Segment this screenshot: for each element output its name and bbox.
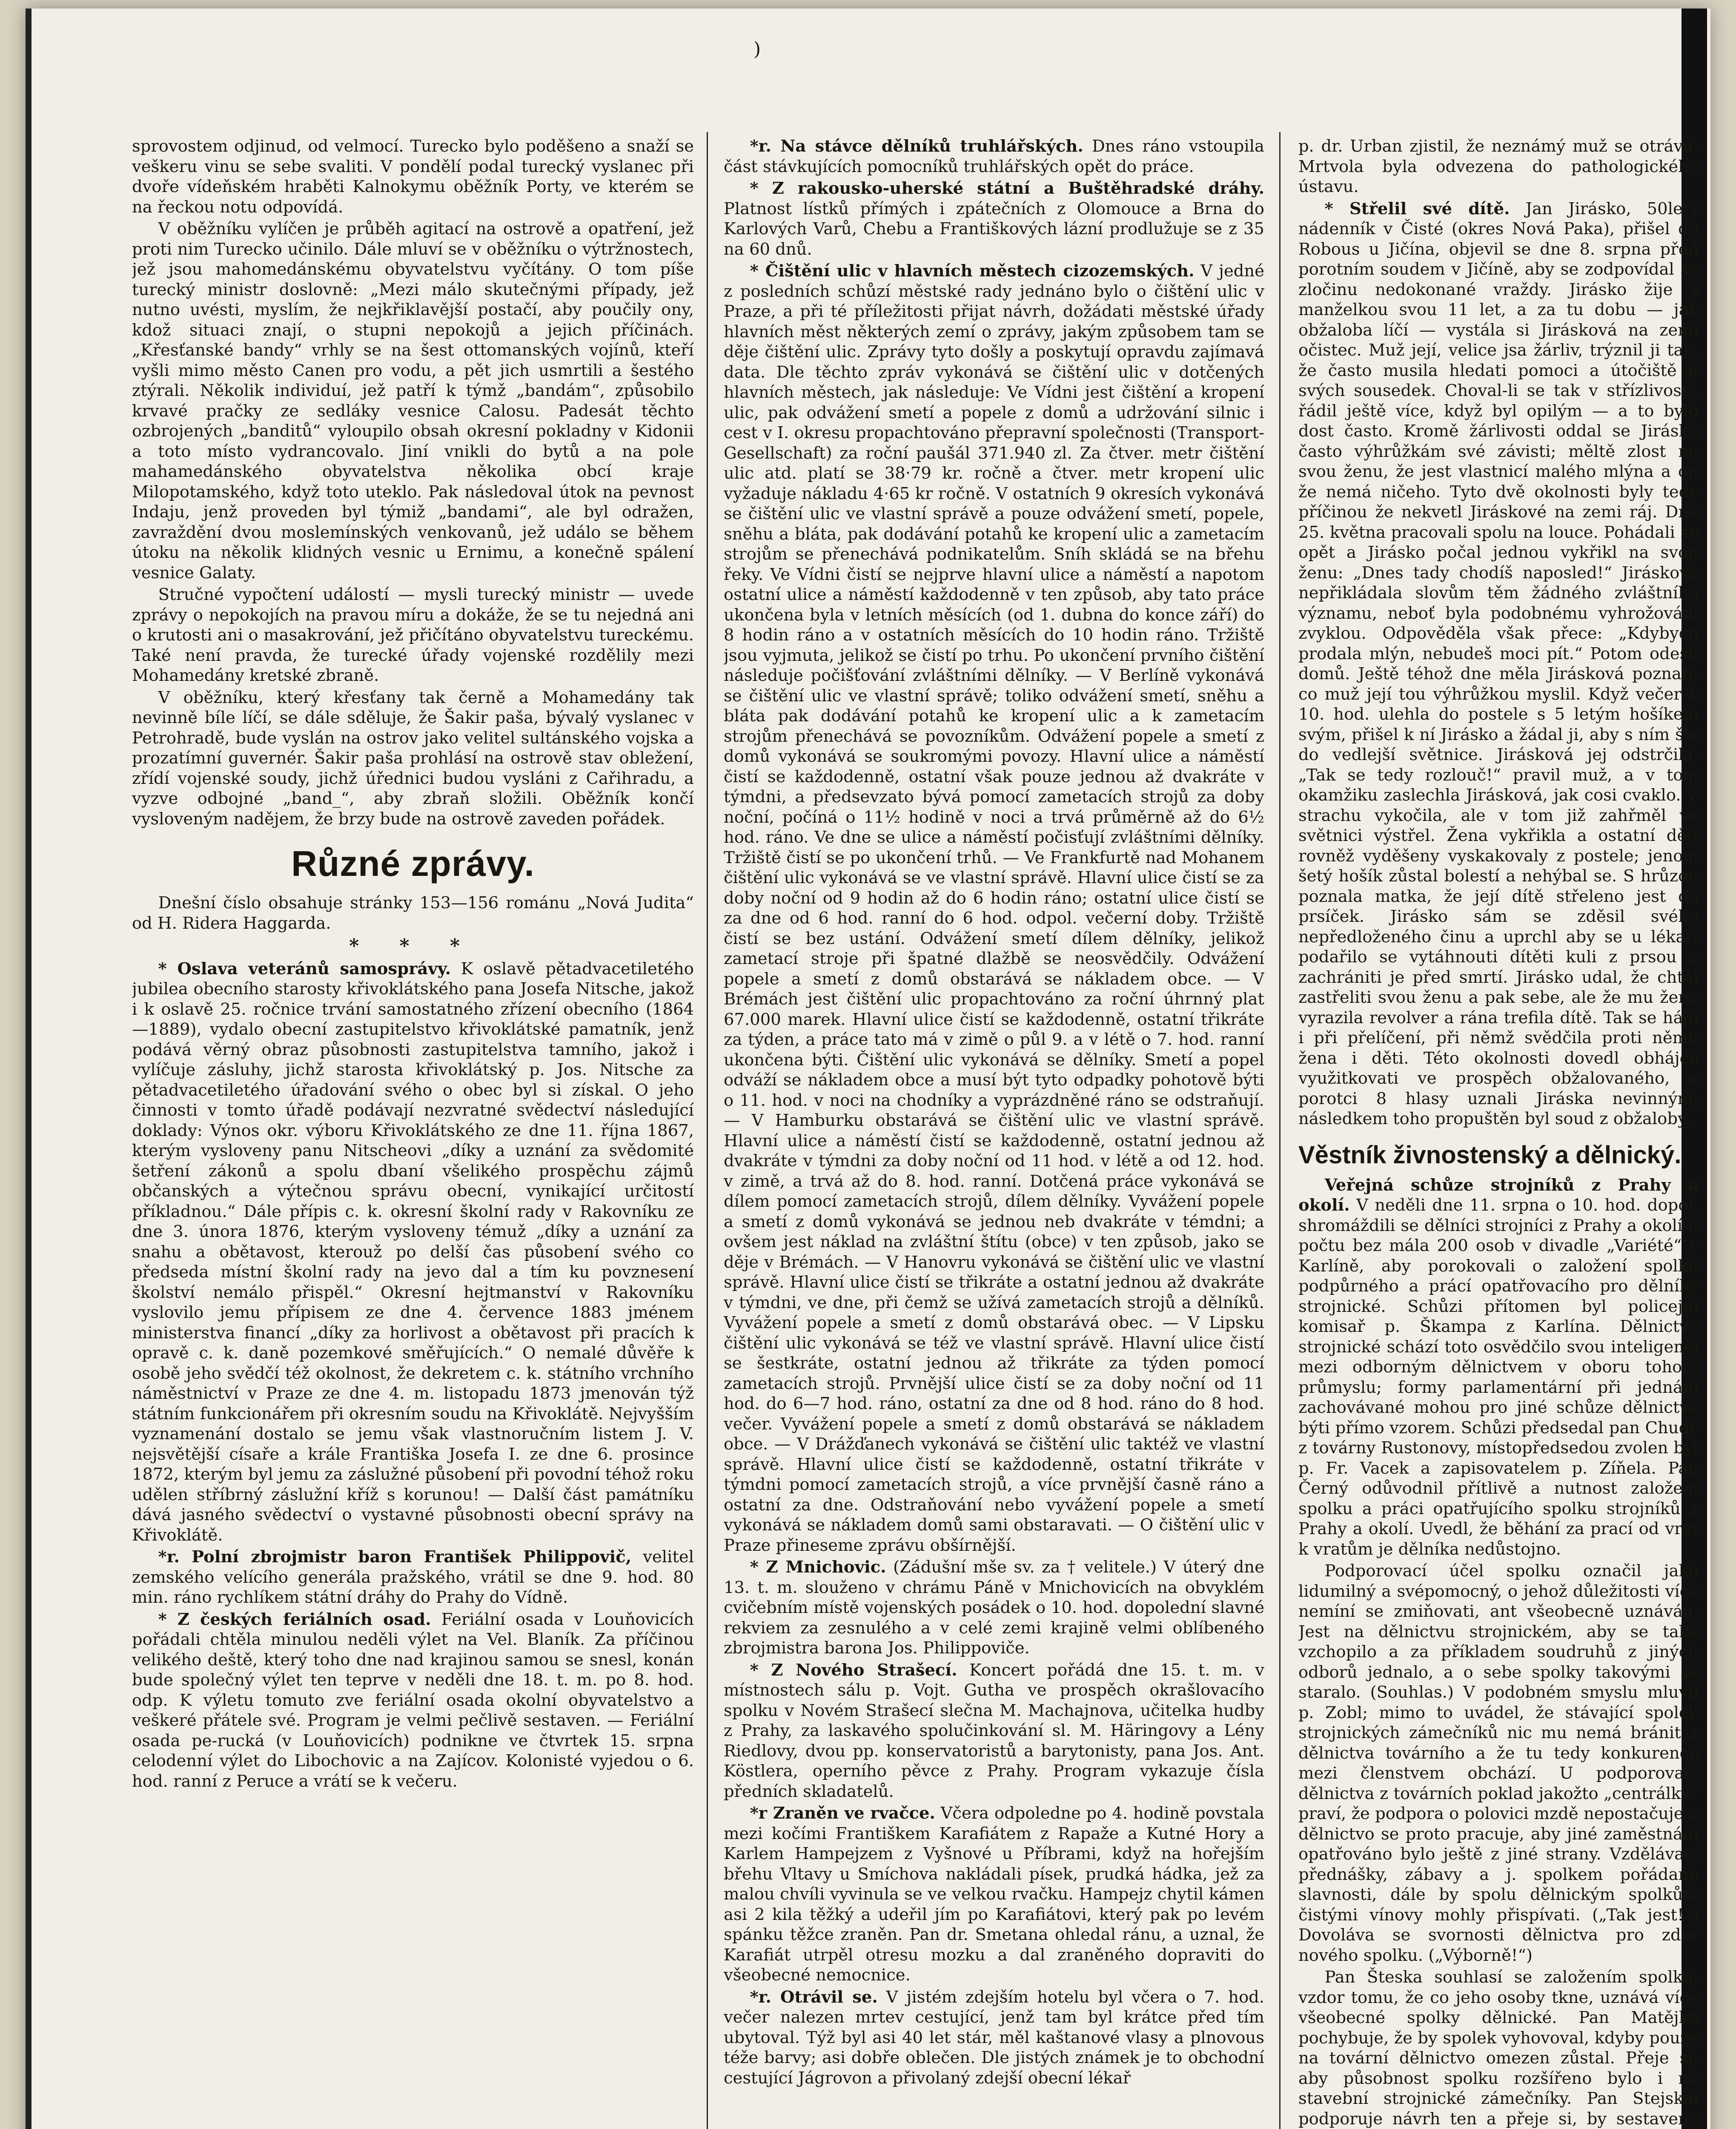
issue-note: Dnešní číslo obsahuje stránky 153—156 románu „Nová Judita“ od H. Ridera Haggarda.: [132, 893, 694, 933]
article-paragraph: p. dr. Urban zjistil, že neznámý muž se otrávil. Mrtvola byla odvezena do pathologického ústavu.: [1298, 137, 1699, 196]
news-item-text: Jan Jirásko, 50letý nádenník v Čisté (okres Nová Paka), přišel do Robous u Jičína, objevil se dne 8. srpna před porotním soudem v Jičíně, aby se zodpovídal se zločinu nedokonané vraždy. Jirásko žije s manželkou svou 11 let, a za tu dobu — jak obžaloba líčí — vystála si Jirásková na zemi očistec. Muž její, velice jsa žárliv, trýznil ji tak, že často musila hledati pomoci a útočiště u svých sousedek. Choval-li se tak v střízlivosti, řádil ještě více, když byl opilým — a to bylo dost často. Kromě žárlivosti oddal se Jirásko často výhrůžkám své závisti; měltě zlost na svou ženu, že jest vlastnicí malého mlýna a on že nemá ničeho. Tyto dvě okolnosti byly tedy příčinou že nekvetl Jiráskové na zemi ráj. Dne 25. května pracovali spolu na louce. Pohádali se opět a Jirásko počal jednou vykřikl na svou ženu: „Dnes tady chodíš naposled!“ Jirásková nepřikládala slovům těm žádného zvláštního významu, neboť byla podobnému vyhrožování zvyklou. Odpověděla však přece: „Kdybych prodala mlýn, nebudeš moci pít.“ Potom odešli domů. Ještě téhož dne měla Jirásková poznati, co muž její tou výhrůžkou myslil. Když večer k 10. hod. ulehla do postele s 5 letým hošíkem svým, přišel k ní Jirásko a žádal ji, aby s ním šla do vedlejší světnice. Jirásková jej odstrčila. „Tak se tedy rozlouč!“ pravil muž, a v tom okamžiku zaslechla Jirásková, jak cosi cvaklo. V strachu vykočila, ale v tom již zahřměl ve světnici výstřel. Žena vykřikla a ostatní děti rovněž vyděšeny vyskakovaly z postele; jenom šetý hošík zůstal bolestí a nehýbal se. S hrůzou poznala matka, že její dítě střeleno jest do prsíček. Jirásko sám se zděsil svého nepředloženého činu a uprchl aby se u lékaři podařilo se vytáhnouti dítěti kuli z prsou a zachrániti je před smrtí. Jirásko udal, že chtěl zastřeliti svou ženu a pak sebe, ale že mu žena vyrazila revolver a rána trefila dítě. Tak se hájil i při přelíčení, při němž svědčila proti němu žena i děti. Této okolnosti dovedl obhájce využitkovati ve prospěch obžalovaného, a porotci 8 hlasy uznali Jiráska nevinným; následkem toho propuštěn byl soud z obžaloby.: [1298, 199, 1699, 1128]
news-item-title: * Z Mnichovic.: [750, 1558, 886, 1577]
column-2: [724, 136, 1264, 2129]
column-rule-2: [1279, 132, 1281, 2129]
news-item-text: Dnes ráno vstoupila část stávkujících pomocníků truhlářských opět do práce.: [724, 137, 1264, 176]
news-item-title: *r Zraněn ve rvačce.: [750, 1804, 935, 1823]
news-item: [132, 1610, 694, 1792]
news-item-title: * Střelil své dítě.: [1324, 199, 1510, 218]
news-item-text: Včera odpoledne po 4. hodině povstala mezi kočími Františkem Karafiátem z Rapaže a Kutné Hory a Karlem Hampejzem z Vyšnové u Příbrami, když na hořejším břehu Vltavy u Smíchova nakládali písek, prudká hádka, jež za malou chvíli vyvinula se ve velkou rvačku. Hampejz chytil kámen asi 2 kila těžký a udeřil jím po Karafiátovi, který pak po levém spánku těžce zraněn. Pan dr. Smetana ohledal ránu, a uznal, že Karafiát utrpěl otresu mozku a dal zraněného dopraviti do všeobecné nemocnice.: [724, 1804, 1264, 1985]
column-rule-1: [707, 132, 708, 2129]
article-paragraph: V oběžníku, který křesťany tak černě a Mohamedány tak nevinně bíle líčí, se dále sděluje, že Šakir paša, bývalý vyslanec v Petrohradě, bude vyslán na ostrov jako velitel sultánského vojska a prozatímní guvernér. Šakir paša prohlásí na ostrově stav obležení, zřídí vojenské soudy, jichž úřednici budou vysláni z Cařihradu, a vyzve odbojné „band_“, aby zbraň složili. Oběžník končí vysloveným nadějem, že brzy bude na ostrově zaveden pořádek.: [132, 688, 694, 829]
news-item-text: V jedné z posledních schůzí městské rady jednáno bylo o čištění ulic v Praze, a při té příležitosti přijat návrh, dožádati městské úřady hlavních měst některých zemí o zprávy, jakým způsobem tam se děje čištění ulic. Zprávy tyto došly a poskytují opravdu zajímavá data. Dle těchto zpráv vykonává se čištění ulic v dotčených hlavních městech, jak následuje: Ve Vídni jest čištění a kropení ulic, pak odvážení smetí a popele z domů a udržování silnic i cest v I. okresu propachtováno přepravní společnosti (Transport-Gesellschaft) za roční paušál 371.940 zl. Za čtver. metr čištění ulic atd. platí se 38·79 kr. ročně a čtver. metr kropení ulic vyžaduje nákladu 4·65 kr ročně. V ostatních 9 okresích vykonává se čištění ulic ve vlastní správě a pouze odvážení smetí, popele, sněhu a bláta, pak dodávání potahů ke kropení ulic a zametacím strojům se přenechává podnikatelům. Sníh skládá se na břehu řeky. Ve Vídni čistí se nejprve hlavní ulice a náměstí a napotom ostatní ulice a náměstí každodenně v ten způsob, aby tato práce ukončena byla v letních měsících (od 1. dubna do konce září) do 8 hodin ráno a v ostatních měsících do 10 hodin ráno. Tržiště jsou vyjmuta, jelikož se čistí po trhu. Po ukončení prvního čištění následuje počišťování zvláštními dělníky. — V Berlíně vykonává se čištění ulic ve vlastní správě; toliko odvážení smetí, sněhu a bláta pak dodávání potahů ke kropení ulic a k zametacím strojům přenechává se povozníkům. Odvážení popele a smetí z domů vykonává se soukromými povozy. Hlavní ulice a náměstí čistí se každodenně, ostatní však pouze jednou až dvakráte v týmdni, a předsevzato bývá pomocí zametacích strojů za doby noční, počíná o 11½ hodině v noci a trvá průměrně až do 6½ hod. ráno. Ve dne se ulice a náměstí počisťují zvláštními dělníky. Tržiště čistí se po ukončení trhů. — Ve Frankfurtě nad Mohanem čištění ulic vykonává se ve vlastní správě. Hlavní ulice čistí se za doby noční od 9 hodin až do 6 hodin ráno; ostatní ulice čistí se za dne od 6 hod. ranní do 6 hod. odpol. večerní doby. Tržiště čistí se bez ustání. Odvážení smetí dílem dělníky, jelikož zametací stroje při špatné dlažbě se neosvědčily. Odvážení popele a smetí z domů obstarává se nákladem obce. — V Brémách jest čištění ulic propachtováno za roční úhrnný plat 67.000 marek. Hlavní ulice čistí se každodenně, ostatní třikráte za týden, a práce tato má v zimě o půl 9. a v létě o 7. hod. ranní ukončena býti. Čištění ulic vykonává se dělníky. Smetí a popel odváží se nákladem obce a musí být tyto odpadky pohotově býti o 11. hod. v noci na chodníky a vyprázdněné ráno se odstraňují. — V Hamburku obstarává se čištění ulic ve vlastní správě. Hlavní ulice a náměstí čistí se každodenně, ostatní jednou až dvakráte v týmdni za doby noční od 11 hod. v létě a od 12. hod. v zimě, a trvá až do 8. hod. ranní. Dotčená práce vykonává se dílem pomocí zametacích strojů, dílem dělníky. Vyvážení popele a smetí z domů vykonává se jednou neb dvakráte v témdni; a ovšem jest náklad na zvláštní štítu (obce) v ten způsob, jako se děje v Brémách. — V Hanovru vykonává se čištění ulic ve vlastní správě. Hlavní ulice čistí se třikráte a ostatní jednou až dvakráte v týmdni, ve dne, při čemž se užívá zametacích strojů a dělníků. Vyvážení popele a smetí z domů obstarává obec. — V Lipsku čištění ulic vykonává se též ve vlastní správě. Hlavní ulice čistí se šestkráte, ostatní jednou až třikráte za týden pomocí zametacích strojů. Prvnější ulice čistí se za doby noční od 11 hod. do 6—7 hod. ráno, ostatní za dne od 8 hod. ráno do 8 hod. večer. Vyvážení popele a smetí z domů obstarává se nákladem obce. — V Drážďanech vykonává se čištění ulic taktéž ve vlastní správě. Hlavní ulice čistí se každodenně, ostatní třikráte v týmdni pomocí zametacích strojů, a více prvnější časně ráno a ostatní za dne. Odstraňování nebo vyvážení popele a smetí vykonává se nákladem domů sami obstaravati. — O čištění ulic v Praze přineseme zprávu obšírnější.: [724, 261, 1264, 1555]
section-heading-vestnik: Věstník živnostenský a dělnický.: [1298, 1141, 1682, 1169]
news-item-text: V neděli dne 11. srpna o 10. hod. dopol. shromáždili se dělníci strojníci z Prahy a okolí u počtu bez mála 200 osob v divadle „Variété“ v Karlíně, aby porokovali o založení spolku podpůrného a prácí opatřovacího pro dělníky strojnické. Schůzi přítomen byl policejní komisař p. Škampa z Karlína. Dělnictvo strojnické schází toto osvědčilo svou inteligenci mezi odborným dělnictvem v oboru tohoto průmyslu; formy parlamentární při jednání zachovávané mohou pro jiné schůze dělnictva býti přímo vzorem. Schůzi předsedal pan Chudý z továrny Rustonovy, místopředsedou zvolen byl p. Fr. Vacek a zapisovatelem p. Zíňela. Pan Černý odůvodnil přítlivě a nutnost založení spolku a práci opatřujícího spolku strojníků z Prahy a okolí. Uvedl, že běhání za prací od vrat k vratům je dělníka nedůstojno.: [1298, 1196, 1699, 1559]
separator-stars: * * *: [349, 935, 477, 957]
news-item-title: * Z rakousko-uherské státní a Buštěhradské dráhy.: [750, 179, 1264, 198]
top-margin-mark: ): [753, 38, 761, 60]
news-item-text: Feriální osada v Louňovicích pořádali chtěla minulou neděli výlet na Vel. Blaník. Za příčinou velikého deště, který toho dne nad krajinou samou se snesl, konán bude společný výlet ten teprve v neděli dne 18. t. m. po 8. hod. odp. K výletu tomuto zve feriální osada okolní obyvatelstvo a veškeré přátele své. Program je velmi pečlivě sestaven. — Feriální osada pe-rucká (v Louňovicích) podnikne ve čtvrtek 15. srpna celodenní výlet do Libochovic a na Zajícov. Kolonisté vyjedou o 6. hod. ranní z Peruce a vrátí se k večeru.: [132, 1610, 694, 1791]
news-item-title: *r. Otrávil se.: [750, 1987, 878, 2007]
news-item-text: V jistém zdejším hotelu byl včera o 7. hod. večer nalezen mrtev cestující, jenž tam byl krátce před tím ubytoval. Týž byl asi 40 let stár, měl kaštanové vlasy a plnovous téže barvy; asi dobře oblečen. Dle jistých známek je to obchodní cestující Jágrovon a přivolaný zdejší obecní lékař: [724, 1987, 1264, 2088]
news-item-text: Platnost lístků přímých i zpátečních z Olomouce a Brna do Karlových Varů, Chebu a Františkových lázní prodlužuje se z 35 na 60 dnů.: [724, 199, 1264, 259]
news-item: [724, 1987, 1264, 2089]
news-item: [132, 1547, 694, 1608]
news-item-text: (Zádušní mše sv. za † velitele.) V úterý dne 13. t. m. slouženo v chrámu Páně v Mnichovicích na obvyklém cvičebním místě vojenských posádek o 10. hod. dopolední slavné rekviem za zesnulého a v celé zemi krajině velmi oblíbeného zbrojmistra barona Jos. Philippoviče.: [724, 1558, 1264, 1658]
news-item: [724, 1557, 1264, 1658]
news-item-title: * Čištění ulic v hlavních městech cizozemských.: [750, 261, 1195, 281]
news-item: [724, 136, 1264, 177]
column-1: [132, 136, 694, 2129]
news-item-title: * Z Nového Strašecí.: [750, 1660, 957, 1680]
article-paragraph: Podporovací účel spolku označil jako lidumilný a svépomocný, o jehož důležitosti více nemíní se zmiňovati, ant všeobecně uznáván. Jest na dělnictvu strojnickém, aby se také vzchopilo a za příkladem soudruhů z jiných odborů jednalo, a o sebe spolky takovými se staralo. (Souhlas.) V podobném smyslu mluvil p. Zobl; mimo to uvádel, že stávající spolek strojnických zámečníků nic mu nemá bránit z dělnictva továrního a že tu tedy konkurence mezi členstvem obchází. U podporovací dělnictva z továrních poklad jakožto „centrálky“ praví, že podpora o polovici mzdě nepostačuje a dělnictvo se proto pracuje, aby jiné zaměstnání opatřováno bylo ještě z jiné strany. Vzdělávací přednášky, zábavy a j. spolkem pořádané slavnosti, dále by spolu dělnickým spolkům čistými vínovy mohly přispívati. („Tak jest!“) Dovoláva se svornosti dělnictva pro zdar nového spolku. („Výborně!“): [1298, 1561, 1699, 1965]
news-item: [724, 1803, 1264, 1986]
news-item: [724, 1660, 1264, 1802]
news-item: [1298, 199, 1699, 1129]
news-item-text: K oslavě pětadvacetiletého jubilea obecního starosty křivoklátského pana Josefa Nitsche, jakož i k oslavě 25. ročnice trvání samostatného zřízení obecního (1864—1889), vydalo obecní zastupitelstvo křivoklátské pamatník, jenž podává věrný obraz působnosti zastupitelstva tamního, jakož i vylíčuje zásluhy, jichž starosta křivoklátský p. Jos. Nitsche za pětadvacetiletého úřadování svého o obec byl si získal. O jeho činnosti v tomto úřadě podávají nezvratné svědectví následující doklady: Výnos okr. výboru Křivoklátského ze dne 11. října 1867, kterým vysloveny panu Nitscheovi „díky a uznání za svědomité šetření zákonů a spolu dbaní všelikého prospěchu zájmů občanských a výtečnou správu obecní, vynikající určitostí příkladnou.“ Dále přípis c. k. okresní školní rady v Rakovníku ze dne 3. února 1876, kterým vysloveny témuž „díky a uznání za snahu a obětavost, kterouž po delší čas působení svého co předseda místní školní rady na jevo dal a tím ku povznesení školství nemálo přispěl.“ Okresní hejtmanství v Rakovníku vyslovilo jemu přípisem ze dne 4. července 1883 jménem ministerstva financí „díky za horlivost a obětavost při pracích k opravě c. k. daně pozemkové směřujících.“ O nemalé důvěře k osobě jeho svědčí též okolnost, že dekretem c. k. státního vrchního náměstnictví v Praze ze dne 4. m. listopadu 1873 jmenován týž státním funkcionářem při okresním soudu na Křivoklátě. Nejvyšším vyznamenání dostalo se jemu však vlastnoručním listem J. V. nejsvětější císaře a krále Františka Josefa I. ze dne 6. prosince 1872, kterým byl jemu za záslužné působení při povodní téhož roku udělen stříbrný záslužní kříž s korunou! — Další část památníku dává jasného svědectví o vystavné působnosti obecní správy na Křivoklátě.: [132, 959, 694, 1545]
news-item-title: * Z českých feriálních osad.: [158, 1610, 431, 1629]
news-item: [724, 261, 1264, 1555]
news-item: [724, 178, 1264, 259]
column-3: [1298, 136, 1699, 2129]
article-paragraph: sprovostem odjinud, od velmocí. Turecko bylo poděšeno a snaží se veškeru vinu se sebe svaliti. V pondělí podal turecký vyslanec při dvoře vídeňském hraběti Kalnokymu oběžník Porty, ve kterém se na řeckou notu odpovídá.: [132, 137, 694, 217]
news-item-title: *r. Na stávce dělníků truhlářských.: [750, 137, 1083, 156]
news-item: [132, 959, 694, 1546]
article-paragraph: V oběžníku vylíčen je průběh agitací na ostrově a opatření, jež proti nim Turecko učinilo. Dále mluví se v oběžníku o výtržnostech, jež jsou mahomedánskému obyvatelstvu vyčítány. O tom píše turecký ministr doslovně: „Mezi málo skutečnými případy, jež nutno uvésti, myslím, že nejkřiklavější postačí, aby poučily ony, kdož situaci znají, o stupni nepokojů a jejich příčinách. „Křesťanské bandy“ vrhly se na šest ottomanských vojínů, kteří vyšli mimo město Canen pro vodu, a pět jich usmrtili a šestého ztýrali. Několik individuí, jež patří k týmž „bandám“, způsobilo krvavé pračky ze sedláky vesnice Calosu. Padesát těchto ozbrojených „banditů“ vyloupilo obsah okresní pokladny v Kidonii a toto místo vydrancovalo. Jiní vnikli do bytů a na pole mahamedánského obyvatelstva několika obcí kraje Milopotamského, když toto uteklo. Pak následoval útok na pevnost Indaju, jenž proveden byl týmiž „bandami“, ale byl odražen, zavraždění dvou moslemínských venkovanů, jež událo se během útoku na několik klidných vesnic u Ernimu, a konečně spálení vesnice Galaty.: [132, 219, 694, 582]
article-paragraph: Pan Šteska souhlasí se založením spolku, vzdor tomu, že co jeho osoby tkne, uznává více všeobecné spolky dělnické. Pan Matějka pochybuje, že by spolek vyhovoval, kdyby pouze na tovární dělnictvo omezen zůstal. Přeje si, aby působnost spolku rozšířeno bylo i na stavební strojnické zámečníky. Pan Stejskal podporuje návrh ten a přeje si, by sestaveno: [1298, 1968, 1699, 2129]
section-heading-ruzne-zpravy: Různé zprávy.: [291, 844, 535, 884]
news-item-text: velitel zemského velícího generála pražského, vrátil se dne 9. hod. 80 min. ráno rychlíkem státní dráhy do Prahy do Vídně.: [132, 1547, 694, 1607]
news-item-title: * Oslava veteránů samosprávy.: [158, 959, 451, 978]
news-item-text: Koncert pořádá dne 15. t. m. v místnostech sálu p. Vojt. Gutha ve prospěch okrašlovacího spolku v Novém Strašecí slečna M. Machajnova, učitelka hudby z Prahy, za laskavého spolučinkování sl. M. Häringovy a Lény Riedlovy, dvou pp. konservatoristů a barytonisty, pana Jos. Ant. Köstlera, operního pěvce z Prahy. Program vykazuje čísla předních skladatelů.: [724, 1660, 1264, 1801]
newspaper-page: [26, 9, 1710, 2129]
news-item-title: Veřejná schůze strojníků z Prahy a okolí.: [1298, 1175, 1699, 1215]
news-item-title: *r. Polní zbrojmistr baron František Philippovič,: [158, 1547, 632, 1567]
news-item: [1298, 1175, 1699, 1560]
article-paragraph: Stručné vypočtení událostí — mysli turecký ministr — uvede zprávy o nepokojích na pravou míru a dokáže, že se tu nejedná ani o krutosti ani o masakrování, jež přičítáno obyvatelstvu tureckému. Také není pravda, že turecké úřady vojenské rozdělily mezi Mohamedány kretské zbraně.: [132, 585, 694, 685]
scan-edge-left: [26, 9, 32, 2129]
